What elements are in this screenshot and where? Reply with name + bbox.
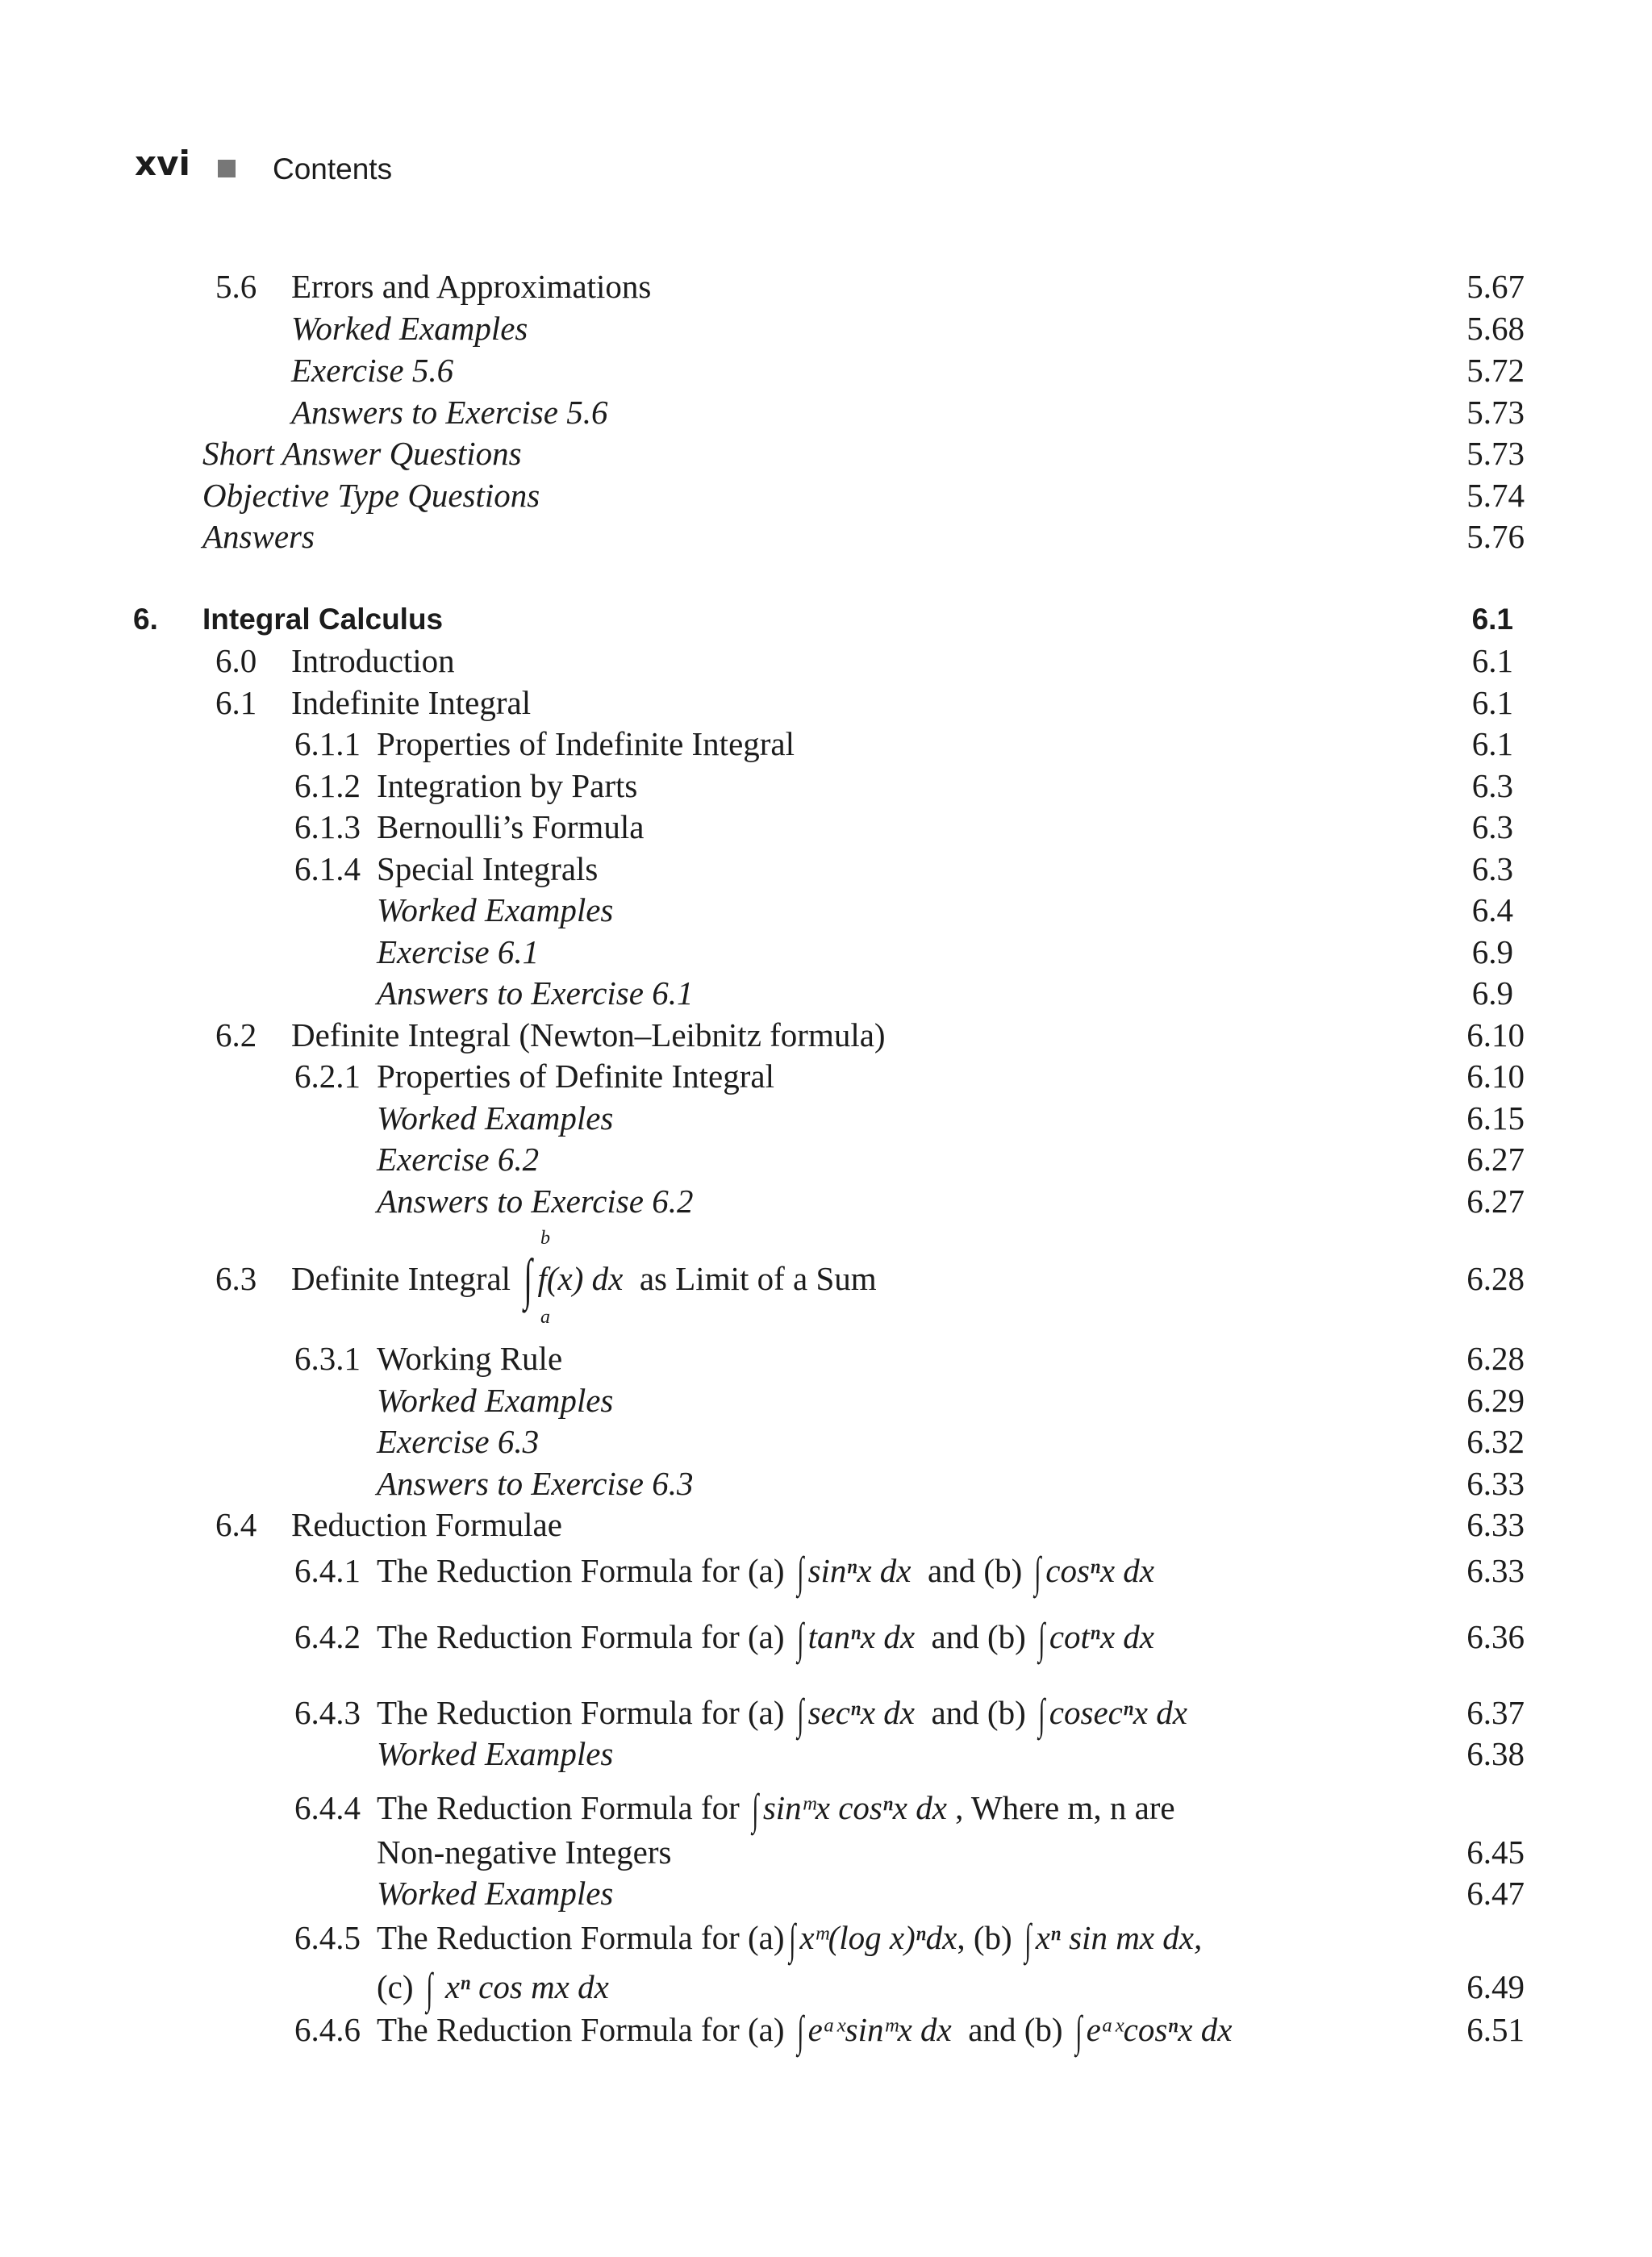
- toc-entry-6-4-5-cont: [0, 1964, 1652, 2013]
- toc-entry-6-1-4: [0, 849, 1652, 889]
- page-ref: 5.68: [1466, 310, 1525, 347]
- page-ref: 5.74: [1466, 477, 1525, 514]
- toc-entry-worked-examples: [0, 890, 1652, 930]
- page-ref: 6.47: [1466, 1875, 1525, 1912]
- integral-sign-icon: ∫: [1038, 1690, 1045, 1738]
- chapter-number: 6.: [133, 603, 158, 636]
- page-ref: 6.33: [1466, 1465, 1525, 1502]
- section-number: 6.4: [215, 1506, 257, 1543]
- section-number: 6.4.5: [294, 1919, 361, 1956]
- page-ref: 5.67: [1466, 268, 1525, 305]
- section-title: Integration by Parts: [377, 767, 638, 804]
- toc-entry-6-2: [0, 1015, 1652, 1055]
- page-ref: 6.28: [1466, 1340, 1525, 1377]
- section-title: Introduction: [291, 642, 455, 679]
- section-number: 6.1.3: [294, 808, 361, 845]
- section-title: Definite Integral (Newton–Leibnitz formula): [291, 1016, 886, 1053]
- section-number: 6.1.4: [294, 850, 361, 887]
- page-ref: 6.36: [1466, 1618, 1525, 1655]
- integral-sign-icon: ∫: [1024, 1915, 1032, 1963]
- integral-upper-limit: b: [540, 1228, 550, 1249]
- section-title: The Reduction Formula for (a) ∫ sinⁿx dx and (b) ∫ cosⁿx dx: [377, 1548, 1154, 1596]
- toc-entry-worked-examples: [0, 1873, 1652, 1913]
- toc-chapter-6: [0, 599, 1652, 640]
- toc-entry-worked-examples: [0, 1098, 1652, 1138]
- integral-sign-icon: ∫: [1034, 1548, 1041, 1596]
- toc-entry-6-4-4-cont: [0, 1832, 1652, 1872]
- section-title: Indefinite Integral: [291, 684, 532, 721]
- section-title: Exercise 6.3: [377, 1423, 540, 1460]
- page-ref: 6.1: [1471, 684, 1513, 721]
- section-title: Worked Examples: [377, 891, 614, 928]
- integrand: f(x) dx: [537, 1260, 624, 1297]
- toc-entry-answers-exercise: [0, 1181, 1652, 1221]
- page-ref: 6.33: [1466, 1552, 1525, 1589]
- integral-sign-icon: ∫: [797, 1690, 804, 1738]
- section-title: Worked Examples: [377, 1875, 614, 1912]
- section-title: Properties of Definite Integral: [377, 1058, 774, 1095]
- toc-entry-exercise: [0, 1421, 1652, 1462]
- section-title: Working Rule: [377, 1340, 563, 1377]
- page-ref: 6.1: [1471, 642, 1513, 679]
- toc-entry-6-1: [0, 682, 1652, 723]
- running-header-title: Contents: [273, 152, 393, 186]
- section-number: 6.2.1: [294, 1058, 361, 1095]
- section-title: The Reduction Formula for (a) ∫ eᵃˣsinᵐx dx and (b) ∫ eᵃˣcosⁿx dx: [377, 2007, 1233, 2055]
- section-title: (c) ∫ xⁿ cos mx dx: [377, 1964, 609, 2013]
- section-title: Special Integrals: [377, 850, 599, 887]
- integral-sign-icon: ∫: [752, 1785, 759, 1834]
- toc-entry-worked-examples: [0, 1380, 1652, 1421]
- section-number: 6.3: [215, 1260, 257, 1297]
- toc-entry-exercise: [0, 932, 1652, 972]
- section-title: Exercise 5.6: [291, 352, 454, 389]
- page-ref: 6.3: [1471, 850, 1513, 887]
- section-title: Answers to Exercise 5.6: [291, 394, 608, 431]
- toc-entry-6-4-6: [0, 2007, 1652, 2055]
- page-ref: 6.3: [1471, 767, 1513, 804]
- page-ref: 6.10: [1466, 1016, 1525, 1053]
- page-ref: 6.51: [1466, 2011, 1525, 2048]
- integral-sign-icon: ∫: [788, 1915, 795, 1963]
- page-ref: 6.27: [1466, 1141, 1525, 1178]
- section-title: Bernoulli’s Formula: [377, 808, 645, 845]
- section-number: 5.6: [215, 268, 257, 305]
- page-ref: 6.49: [1466, 1968, 1525, 2005]
- toc-entry-worked-examples: [0, 1733, 1652, 1774]
- toc-entry-6-4-1: [0, 1548, 1652, 1596]
- section-title: Answers: [202, 518, 315, 555]
- toc-entry-6-0: [0, 640, 1652, 681]
- page-ref: 6.45: [1466, 1834, 1525, 1871]
- page-ref: 6.9: [1471, 974, 1513, 1012]
- page-ref: 6.9: [1471, 933, 1513, 970]
- toc-entry-6-3-1: [0, 1338, 1652, 1379]
- toc-entry-6-1-1: [0, 724, 1652, 764]
- toc-entry-6-1-3: [0, 807, 1652, 847]
- integral-sign-icon: ∫: [797, 1614, 804, 1663]
- integral-sign-icon: ∫: [426, 1964, 433, 2013]
- page-ref: 6.29: [1466, 1382, 1525, 1419]
- section-title: Worked Examples: [377, 1099, 614, 1137]
- section-title: Properties of Indefinite Integral: [377, 725, 795, 762]
- section-title: Answers to Exercise 6.1: [377, 974, 694, 1012]
- section-number: 6.4.4: [294, 1789, 361, 1826]
- integral-lower-limit: a: [540, 1307, 550, 1328]
- toc-entry-objective: [0, 475, 1652, 515]
- toc-entry-answers: [0, 516, 1652, 557]
- section-number: 6.0: [215, 642, 257, 679]
- section-title: The Reduction Formula for ∫ sinᵐx cosⁿx dx , Where m, n are: [377, 1785, 1175, 1834]
- page-number: xvi: [135, 144, 190, 183]
- section-number: 6.2: [215, 1016, 257, 1053]
- page-ref: 6.4: [1471, 891, 1513, 928]
- section-title: Objective Type Questions: [202, 477, 540, 514]
- section-title: Worked Examples: [377, 1735, 614, 1772]
- toc-entry-answers-exercise: [0, 1463, 1652, 1504]
- toc-entry-answers-exercise: [0, 973, 1652, 1013]
- section-title: Short Answer Questions: [202, 435, 522, 472]
- section-title: Answers to Exercise 6.3: [377, 1465, 694, 1502]
- toc-entry-6-4-5: [0, 1915, 1652, 1963]
- section-title: Answers to Exercise 6.2: [377, 1183, 694, 1220]
- section-number: 6.4.3: [294, 1694, 361, 1731]
- page-ref: 5.76: [1466, 518, 1525, 555]
- section-number: 6.4.6: [294, 2011, 361, 2048]
- page-ref: 6.37: [1466, 1694, 1525, 1731]
- page-ref: 6.38: [1466, 1735, 1525, 1772]
- section-title: Worked Examples: [377, 1382, 614, 1419]
- page-ref: 6.32: [1466, 1423, 1525, 1460]
- toc-entry-exercise: [0, 350, 1652, 390]
- toc-entry-answers-exercise: [0, 392, 1652, 432]
- page-ref: 6.15: [1466, 1099, 1525, 1137]
- section-title: Exercise 6.2: [377, 1141, 540, 1178]
- integral-sign-icon: ∫: [1075, 2007, 1083, 2055]
- toc-entry-6-4-4: [0, 1785, 1652, 1834]
- page-ref: 6.28: [1466, 1260, 1525, 1297]
- page-ref: 5.72: [1466, 352, 1525, 389]
- section-title: Definite Integral ∫ f(x) dx as Limit of a Sum: [291, 1249, 877, 1311]
- section-number: 6.4.2: [294, 1618, 361, 1655]
- toc-entry-6-1-2: [0, 766, 1652, 806]
- integral-sign-icon: ∫: [797, 2007, 804, 2055]
- integral-sign-icon: ∫: [1038, 1614, 1045, 1663]
- toc-entry-6-2-1: [0, 1056, 1652, 1096]
- section-title: Non-negative Integers: [377, 1834, 672, 1871]
- section-title: Errors and Approximations: [291, 268, 652, 305]
- page-ref: 6.10: [1466, 1058, 1525, 1095]
- section-title: The Reduction Formula for (a) ∫ secⁿx dx and (b) ∫ cosecⁿx dx: [377, 1690, 1187, 1738]
- section-number: 6.1: [215, 684, 257, 721]
- section-number: 6.1.2: [294, 767, 361, 804]
- section-title: The Reduction Formula for (a) ∫ tanⁿx dx and (b) ∫ cotⁿx dx: [377, 1614, 1154, 1663]
- toc-entry-exercise: [0, 1139, 1652, 1179]
- section-title: The Reduction Formula for (a)∫ xᵐ(log x)ⁿdx, (b) ∫ xⁿ sin mx dx,: [377, 1915, 1203, 1963]
- section-number: 6.1.1: [294, 725, 361, 762]
- toc-entry-short-answer: [0, 433, 1652, 474]
- chapter-title: Integral Calculus: [202, 603, 444, 636]
- section-title: Worked Examples: [291, 310, 528, 347]
- page-ref: 5.73: [1466, 435, 1525, 472]
- integral-sign-icon: ∫: [524, 1249, 533, 1311]
- toc-entry-6-4-2: [0, 1614, 1652, 1663]
- header-square-icon: [218, 160, 236, 177]
- page-ref: 6.3: [1471, 808, 1513, 845]
- section-title: Reduction Formulae: [291, 1506, 562, 1543]
- page-ref: 6.1: [1471, 603, 1513, 636]
- integral-sign-icon: ∫: [797, 1548, 804, 1596]
- section-title: Exercise 6.1: [377, 933, 540, 970]
- toc-entry-6-4: [0, 1504, 1652, 1545]
- toc-entry-6-3: [0, 1249, 1652, 1311]
- toc-entry-5-6: [0, 266, 1652, 307]
- page-ref: 6.27: [1466, 1183, 1525, 1220]
- toc-entry-6-4-3: [0, 1690, 1652, 1738]
- page-ref: 6.1: [1471, 725, 1513, 762]
- section-number: 6.4.1: [294, 1552, 361, 1589]
- page-ref: 6.33: [1466, 1506, 1525, 1543]
- toc-entry-worked-examples: [0, 308, 1652, 348]
- section-number: 6.3.1: [294, 1340, 361, 1377]
- page-ref: 5.73: [1466, 394, 1525, 431]
